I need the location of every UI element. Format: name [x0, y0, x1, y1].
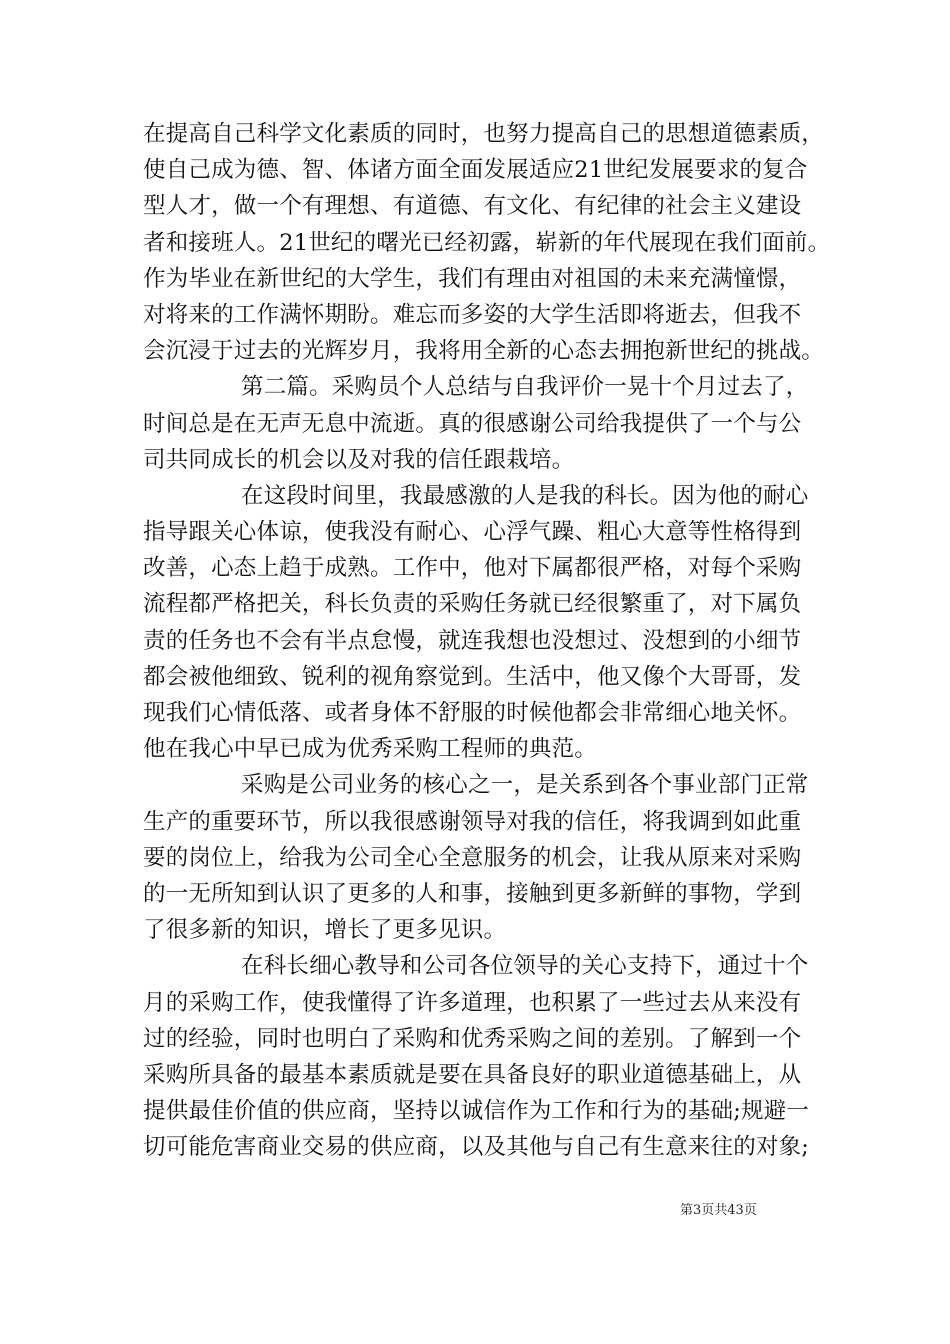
- text-line: 责的任务也不会有半点怠慢，就连我想也没想过、没想到的小细节: [143, 627, 802, 654]
- text-line: 指导跟关心体谅，使我没有耐心、心浮气躁、粗心大意等性格得到: [143, 519, 802, 546]
- paragraph-start-line: 在这段时间里，我最感激的人是我的科长。因为他的耐心: [241, 482, 809, 509]
- document-body: [143, 116, 831, 1165]
- page-number-footer: 第3页共43页: [680, 1203, 757, 1218]
- text-line: 使自己成为德、智、体诸方面全面发展适应21世纪发展要求的复合: [143, 157, 808, 184]
- text-line: 都会被他细致、锐利的视角察觉到。生活中，他又像个大哥哥，发: [143, 663, 802, 690]
- text-line: 生产的重要环节，所以我很感谢领导对我的信任，将我调到如此重: [143, 808, 802, 835]
- text-line: 月的采购工作，使我懂得了许多道理，也积累了一些过去从来没有: [143, 989, 802, 1016]
- text-line: 他在我心中早已成为优秀采购工程师的典范。: [143, 736, 598, 763]
- text-line: 的一无所知到认识了更多的人和事，接触到更多新鲜的事物，学到: [143, 880, 802, 907]
- text-line: 采购所具备的最基本素质就是要在具备良好的职业道德基础上，从: [143, 1061, 802, 1088]
- text-line: 者和接班人。21世纪的曙光已经初露，崭新的年代展现在我们面前。: [143, 229, 831, 256]
- text-line: 作为毕业在新世纪的大学生，我们有理由对祖国的未来充满憧憬，: [143, 265, 802, 292]
- text-line: 切可能危害商业交易的供应商，以及其他与自己有生意来往的对象;: [143, 1134, 810, 1161]
- text-line: 过的经验，同时也明白了采购和优秀采购之间的差别。了解到一个: [143, 1025, 802, 1052]
- text-line: 会沉浸于过去的光辉岁月，我将用全新的心态去拥抱新世纪的挑战。: [143, 338, 825, 365]
- paragraph-start-line: 在科长细心教导和公司各位领导的关心支持下，通过十个: [241, 953, 809, 980]
- text-line: 要的岗位上，给我为公司全心全意服务的机会，让我从原来对采购: [143, 844, 802, 871]
- text-line: 司共同成长的机会以及对我的信任跟栽培。: [143, 446, 575, 473]
- paragraph-start-line: 采购是公司业务的核心之一，是关系到各个事业部门正常: [241, 772, 809, 799]
- text-line: 现我们心情低落、或者身体不舒服的时候他都会非常细心地关怀。: [143, 700, 802, 726]
- text-line: 提供最佳价值的供应商，坚持以诚信作为工作和行为的基础;规避一: [143, 1098, 810, 1125]
- text-line: 在提高自己科学文化素质的同时，也努力提高自己的思想道德素质，: [143, 121, 825, 147]
- text-line: 型人才，做一个有理想、有道德、有文化、有纪律的社会主义建设: [143, 193, 802, 220]
- text-line: 流程都严格把关，科长负责的采购任务就已经很繁重了，对下属负: [143, 591, 802, 618]
- text-line: 改善，心态上趋于成熟。工作中，他对下属都很严格，对每个采购: [143, 555, 802, 582]
- text-line: 时间总是在无声无息中流逝。真的很感谢公司给我提供了一个与公: [143, 410, 802, 437]
- text-line: 对将来的工作满怀期盼。难忘而多姿的大学生活即将逝去，但我不: [143, 301, 802, 328]
- text-line: 了很多新的知识，增长了更多见识。: [143, 917, 507, 944]
- section-heading-line: 第二篇。采购员个人总结与自我评价一晃十个月过去了，: [241, 374, 809, 401]
